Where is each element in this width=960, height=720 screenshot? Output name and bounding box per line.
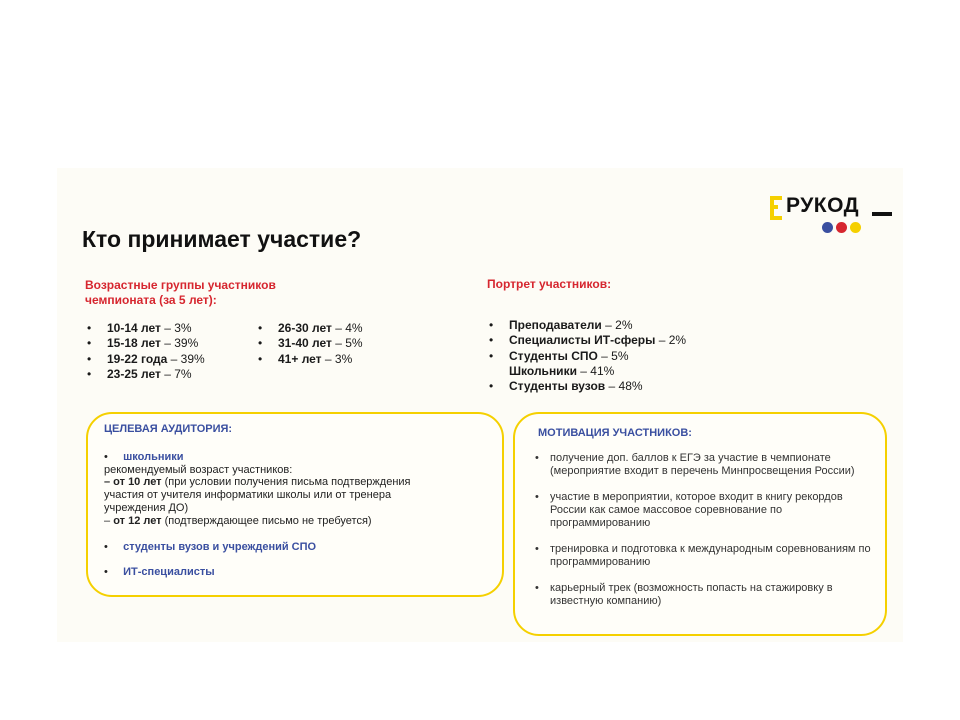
list-item — [85, 367, 205, 382]
list-item — [487, 364, 686, 379]
age-heading-line2: чемпионата (за 5 лет): — [85, 293, 217, 307]
list-item: • получение доп. баллов к ЕГЭ за участие в чемпионате (мероприятие входит в перечень Минпросвещения России) — [535, 452, 875, 478]
age-label: 10-14 лет — [107, 321, 161, 335]
portrait-value: – 48% — [605, 379, 643, 394]
logo-dot-yellow — [850, 222, 861, 233]
age-value: – 7% — [160, 366, 192, 381]
age-value: – 3% — [160, 321, 192, 335]
age-value: – 39% — [167, 351, 205, 366]
target-item3-label: ИТ-специалисты — [123, 566, 215, 578]
target-from10-label: – от 10 лет — [104, 476, 162, 488]
motivation-list — [535, 452, 875, 621]
target-item2-label: студенты вузов и учреждений СПО — [123, 541, 317, 553]
target-item-students — [104, 541, 316, 554]
portrait-value: – 2% — [655, 333, 687, 348]
list-item — [256, 336, 363, 351]
age-value: – 5% — [331, 336, 363, 351]
age-value: – 3% — [321, 351, 353, 366]
portrait-label: Преподаватели — [509, 318, 602, 332]
logo-bracket-icon — [768, 196, 786, 220]
list-item — [256, 321, 363, 336]
target-from10-line — [104, 476, 411, 489]
list-item — [487, 379, 686, 394]
age-value: – 4% — [331, 321, 363, 335]
list-item — [487, 318, 686, 333]
list-item — [256, 352, 363, 367]
portrait-label: Специалисты ИТ-сферы — [509, 333, 656, 348]
logo-text: РУКОД — [786, 194, 860, 217]
logo-dot-red — [836, 222, 847, 233]
target-age-line: рекомендуемый возраст участников: — [104, 464, 293, 476]
portrait-label: Студенты СПО — [509, 348, 598, 363]
target-from10-text: (при условии получения письма подтверждения — [161, 476, 411, 488]
target-item-it — [104, 566, 215, 579]
target-from12-prefix: – — [104, 515, 114, 527]
list-item: • участие в мероприятии, которое входит в книгу рекордов России как самое массовое соревнование по программированию — [535, 491, 875, 530]
portrait-value: – 2% — [601, 318, 633, 332]
logo-underscore — [872, 212, 892, 216]
target-from10-line2: участия от учителя информатики школы или от тренера — [104, 489, 392, 501]
age-label: 41+ лет — [278, 351, 322, 366]
target-audience-heading: ЦЕЛЕВАЯ АУДИТОРИЯ: — [104, 423, 233, 435]
age-label: 15-18 лет — [107, 336, 161, 351]
portrait-value: – 5% — [597, 348, 629, 363]
age-list-col1 — [85, 321, 205, 382]
portrait-label: Школьники — [509, 363, 577, 378]
target-from12-label: от 12 лет — [113, 515, 162, 527]
list-item — [487, 333, 686, 348]
age-groups-heading — [85, 278, 276, 308]
portrait-label: Студенты вузов — [509, 379, 606, 394]
portrait-value: – 41% — [576, 363, 615, 378]
motivation-heading: МОТИВАЦИЯ УЧАСТНИКОВ: — [538, 427, 692, 439]
age-label: 23-25 лет — [107, 366, 161, 381]
target-from10-line3: учреждения ДО) — [104, 502, 189, 514]
page-title: Кто принимает участие? — [82, 226, 362, 252]
age-label: 31-40 лет — [278, 336, 332, 351]
list-item — [487, 349, 686, 364]
list-item: • карьерный трек (возможность попасть на стажировку в известную компанию) — [535, 582, 875, 608]
bullet: • — [104, 451, 108, 463]
age-list-col2 — [256, 321, 363, 367]
target-item-schoolchildren — [104, 451, 184, 464]
bullet: • — [104, 566, 108, 578]
rukod-logo — [768, 194, 898, 234]
portrait-heading: Портрет участников: — [487, 277, 612, 291]
logo-dots — [822, 220, 864, 238]
age-value: – 39% — [160, 336, 199, 351]
age-label: 19-22 года — [107, 351, 168, 366]
age-label: 26-30 лет — [278, 321, 332, 335]
list-item: • тренировка и подготовка к международным соревнованиям по программированию — [535, 543, 875, 569]
target-item1-label: школьники — [123, 451, 184, 463]
target-from12-line — [104, 515, 372, 528]
portrait-list — [487, 318, 686, 394]
age-heading-line1: Возрастные группы участников — [85, 278, 276, 292]
list-item — [85, 352, 205, 367]
list-item — [85, 336, 205, 351]
list-item — [85, 321, 205, 336]
logo-dot-blue — [822, 222, 833, 233]
bullet: • — [104, 541, 108, 553]
target-from12-text: (подтверждающее письмо не требуется) — [161, 515, 372, 527]
